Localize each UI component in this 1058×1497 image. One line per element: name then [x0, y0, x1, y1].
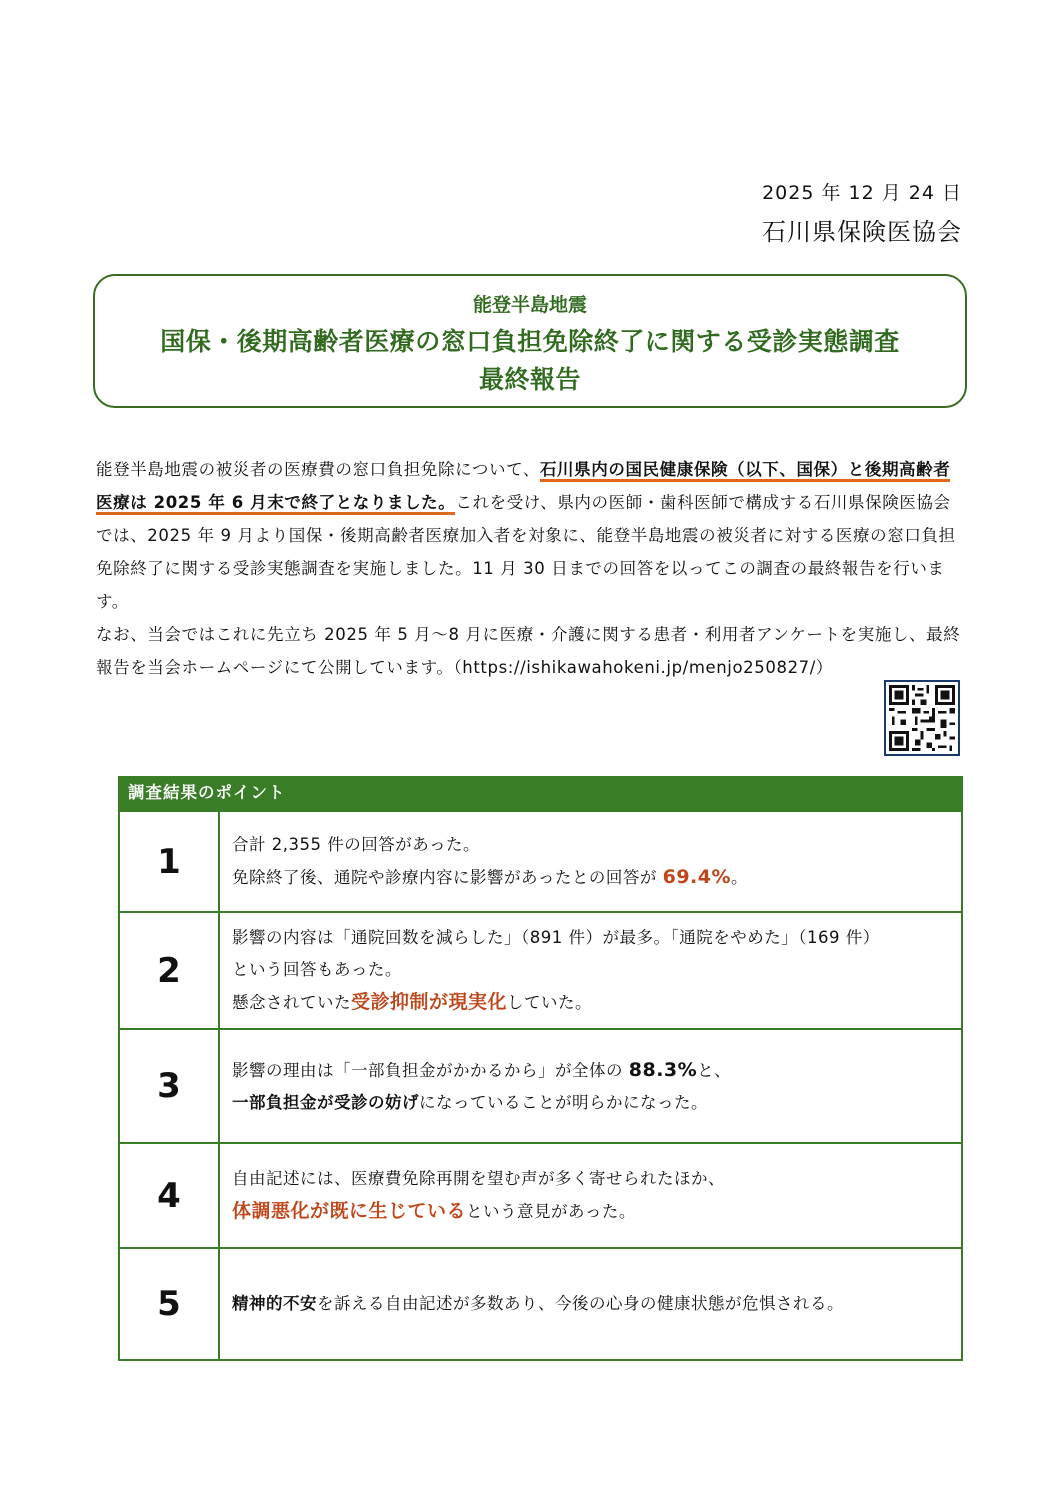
point-line — [232, 1195, 960, 1228]
title-box — [93, 274, 967, 408]
point-highlight: 88.3% — [628, 1058, 698, 1081]
report-date: 2025 年 12 月 24 日 — [762, 182, 962, 204]
point-line: 自由記述には、医療費免除再開を望む声が多く寄せられたほか、 — [232, 1169, 725, 1188]
point-span: 懸念されていた — [232, 993, 351, 1012]
intro-paragraph-1 — [96, 453, 964, 618]
table-row — [119, 1029, 962, 1143]
points-table — [118, 810, 963, 1361]
point-highlight: 69.4% — [662, 866, 732, 888]
point-line — [232, 861, 960, 894]
point-line: 合計 2,355 件の回答があった。 — [232, 835, 481, 854]
point-text — [219, 811, 962, 912]
point-span: という意見があった。 — [466, 1202, 636, 1221]
point-span: していた。 — [507, 993, 593, 1012]
table-row — [119, 811, 962, 912]
point-line — [232, 1054, 960, 1087]
title-subtitle: 能登半島地震 — [472, 294, 587, 316]
point-text — [219, 1143, 962, 1248]
table-row — [119, 1143, 962, 1248]
point-line — [232, 1087, 960, 1119]
point-highlight: 一部負担金が受診の妨げ — [232, 1092, 419, 1112]
intro-p1-end: これを受け、県内の医師・歯科医師で構成する石川県保険医協会では、2025 年 9 月より国保・後期高齢者医療加入者を対象に、能登半島地震の被災者に対する医療の窓口負担免除終了に関する受診実態調査を実施しました。11 月 30 日までの回答を以ってこの調査の最終報告を行います。 — [96, 493, 956, 611]
point-span: 。 — [731, 868, 749, 887]
survey-points — [118, 776, 963, 1361]
qr-code-icon[interactable] — [884, 680, 960, 756]
point-line — [232, 986, 960, 1019]
point-span: 影響の理由は「一部負担金がかかるから」が全体の — [232, 1060, 629, 1080]
point-line: 影響の内容は「通院回数を減らした」（891 件）が最多。「通院をやめた」（169 件） — [232, 928, 880, 947]
table-row — [119, 1248, 962, 1360]
intro-p1-start: 能登半島地震の被災者の医療費の窓口負担免除について、 — [96, 460, 540, 479]
title-line-1: 国保・後期高齢者医療の窓口負担免除終了に関する受診実態調査 — [160, 327, 900, 356]
title-line-2: 最終報告 — [478, 365, 581, 394]
point-text — [219, 1248, 962, 1360]
point-span: を訴える自由記述が多数あり、今後の心身の健康状態が危惧される。 — [317, 1294, 844, 1313]
point-line — [232, 1288, 960, 1320]
point-number: 2 — [119, 912, 219, 1029]
point-line: という回答もあった。 — [232, 960, 402, 979]
intro-text — [96, 453, 964, 684]
point-highlight: 精神的不安 — [232, 1294, 317, 1313]
point-text — [219, 1029, 962, 1143]
point-highlight: 受診抑制が現実化 — [351, 991, 508, 1013]
point-span: と、 — [697, 1060, 732, 1080]
point-highlight: 体調悪化が既に生じている — [232, 1200, 467, 1222]
point-number: 3 — [119, 1029, 219, 1143]
point-span: 免除終了後、通院や診療内容に影響があったとの回答が — [232, 868, 663, 887]
point-text — [219, 912, 962, 1029]
table-row — [119, 912, 962, 1029]
point-number: 4 — [119, 1143, 219, 1248]
intro-p1-underlined: 石川県内の国民健康保険（以下、国保）と後期高齢者医療は 2025 年 6 月末で終了となりました。 — [96, 460, 950, 515]
point-number: 5 — [119, 1248, 219, 1360]
point-number: 1 — [119, 811, 219, 912]
organization-name: 石川県保険医協会 — [762, 218, 962, 246]
points-heading: 調査結果のポイント — [118, 776, 963, 810]
intro-paragraph-2: なお、当会ではこれに先立ち 2025 年 5 月〜8 月に医療・介護に関する患者・利用者アンケートを実施し、最終報告を当会ホームページにて公開しています。（https://ishikawahokeni.jp/menjo250827/） — [96, 625, 961, 677]
point-span: になっていることが明らかになった。 — [419, 1092, 708, 1112]
title-main — [95, 323, 965, 399]
